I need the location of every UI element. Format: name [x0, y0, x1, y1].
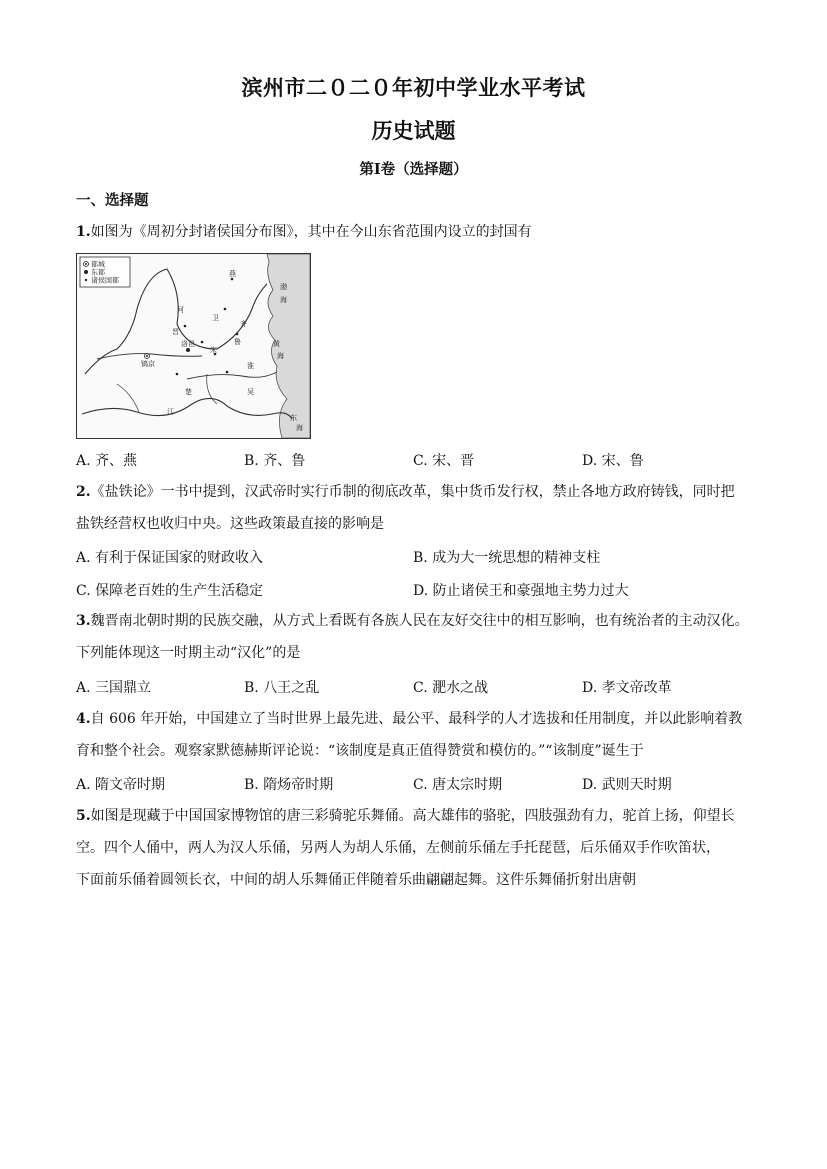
question-4 — [76, 703, 756, 767]
option-a[interactable]: A. 齐、燕 — [76, 453, 138, 469]
legend-fief: 诸侯国都 — [91, 276, 119, 285]
question-3 — [76, 605, 756, 669]
svg-text:江: 江 — [167, 408, 174, 416]
option-b[interactable]: B. 齐、鲁 — [244, 453, 306, 469]
question-1 — [76, 216, 756, 248]
option-b[interactable]: B. 八王之乱 — [244, 680, 320, 696]
luoyi-marker — [186, 348, 190, 352]
subject-title: 历史试题 — [371, 118, 456, 143]
question-2-options-row-2 — [76, 580, 756, 604]
svg-text:东: 东 — [290, 414, 297, 422]
option-a[interactable]: A. 隋文帝时期 — [76, 777, 166, 793]
question-text-line-1: 魏晋南北朝时期的民族交融，从方式上看既有各族人民在友好交往中的相互影响，也有统治者的主动汉化。 — [90, 613, 749, 629]
svg-text:宋: 宋 — [210, 346, 217, 354]
option-c[interactable]: C. 唐太宗时期 — [413, 777, 503, 793]
question-text-line-1: 《盐铁论》一书中提到，汉武帝时实行币制的彻底改革，集中货币发行权，禁止各地方政府铸钱，同时把 — [90, 484, 735, 500]
svg-text:淮: 淮 — [247, 362, 254, 370]
option-a[interactable]: A. 有利于保证国家的财政收入 — [76, 550, 264, 566]
question-text-line-1: 自 606 年开始，中国建立了当时世界上最先进、最公平、最科学的人才选拔和任用制度，并以此影响着教 — [90, 711, 743, 727]
exam-title: 滨州市二０二０年初中学业水平考试 — [241, 75, 586, 100]
question-text-line-2: 盐铁经营权也收归中央。这些政策最直接的影响是 — [76, 516, 384, 532]
svg-text:齐: 齐 — [240, 320, 247, 328]
svg-text:海: 海 — [280, 296, 287, 304]
question-5 — [76, 800, 756, 896]
question-1-options — [76, 450, 756, 474]
option-d[interactable]: D. 宋、鲁 — [582, 453, 644, 469]
svg-text:河: 河 — [177, 306, 184, 314]
svg-text:晋: 晋 — [172, 328, 179, 336]
question-4-options — [76, 774, 756, 798]
option-c[interactable]: C. 保障老百姓的生产生活稳定 — [76, 583, 264, 599]
svg-text:鲁: 鲁 — [234, 338, 241, 346]
svg-text:渤: 渤 — [280, 283, 287, 291]
svg-text:海: 海 — [296, 424, 303, 432]
question-3-options — [76, 677, 756, 701]
svg-text:楚: 楚 — [185, 388, 192, 396]
option-c[interactable]: C. 淝水之战 — [413, 680, 489, 696]
question-number: 2. — [76, 484, 91, 500]
question-2-options-row-1 — [76, 547, 756, 571]
east-capital-symbol — [84, 270, 88, 274]
svg-text:吴: 吴 — [247, 388, 254, 396]
question-text-line-2: 空。四个人俑中，两人为汉人乐俑，另两人为胡人乐俑，左侧前乐俑左手托琵琶，后乐俑双手作吹笛状， — [76, 840, 720, 856]
volume-title: 第Ⅰ卷（选择题） — [359, 161, 468, 178]
zhou-fief-map — [76, 253, 311, 439]
legend-east-capital: 东都 — [91, 268, 105, 277]
fief-symbol — [85, 279, 87, 281]
question-text-line-1: 如图是现藏于中国国家博物馆的唐三彩骑驼乐舞俑。高大雄伟的骆驼，四肢强劲有力，驼首上扬，仰望长 — [90, 808, 735, 824]
option-d[interactable]: D. 武则天时期 — [582, 777, 672, 793]
svg-text:黄: 黄 — [273, 340, 280, 348]
question-text-line-2: 下列能体现这一时期主动“汉化”的是 — [76, 645, 301, 661]
option-b[interactable]: B. 成为大一统思想的精神支柱 — [413, 550, 601, 566]
question-text: 如图为《周初分封诸侯国分布图》，其中在今山东省范围内设立的封国有 — [90, 224, 532, 240]
question-number: 3. — [76, 613, 91, 629]
svg-text:海: 海 — [277, 352, 284, 360]
option-d[interactable]: D. 孝文帝改革 — [582, 680, 672, 696]
option-a[interactable]: A. 三国鼎立 — [76, 680, 152, 696]
question-text-line-3: 下面前乐俑着圆领长衣，中间的胡人乐舞俑正伴随着乐曲翩翩起舞。这件乐舞俑折射出唐朝 — [76, 872, 636, 888]
option-d[interactable]: D. 防止诸侯王和豪强地主势力过大 — [413, 583, 629, 599]
question-number: 1. — [76, 224, 91, 240]
option-b[interactable]: B. 隋炀帝时期 — [244, 777, 334, 793]
svg-text:卫: 卫 — [212, 314, 219, 322]
question-2 — [76, 476, 756, 540]
option-c[interactable]: C. 宋、晋 — [413, 453, 475, 469]
svg-text:燕: 燕 — [229, 270, 236, 278]
question-number: 4. — [76, 711, 91, 727]
question-text-line-2: 育和整个社会。观察家默德赫斯评论说：“该制度是真正值得赞赏和模仿的。”“该制度”诞生于 — [76, 743, 644, 759]
legend-capital: 都城 — [91, 260, 105, 269]
svg-text:镐京: 镐京 — [141, 360, 155, 368]
question-number: 5. — [76, 808, 91, 824]
svg-text:洛邑: 洛邑 — [181, 340, 195, 348]
section-title: 一、选择题 — [76, 192, 149, 209]
